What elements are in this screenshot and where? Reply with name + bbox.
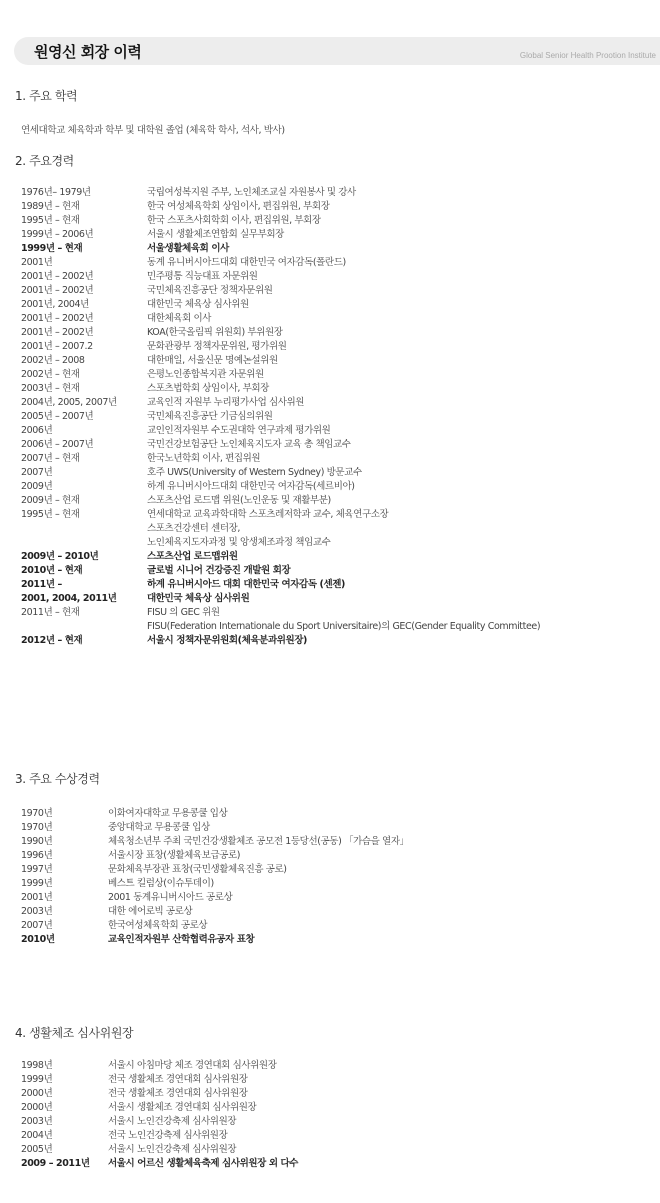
awards-desc: 문화체육부장관 표창(국민생활체육진흥 공로) — [108, 864, 287, 875]
awards-desc: 교육인적자원부 산학협력유공자 표창 — [108, 934, 255, 945]
judge-list — [21, 1059, 298, 1171]
career-date: 2001년 — [21, 257, 53, 268]
career-row — [21, 396, 540, 410]
career-date: 1999년 – 2006년 — [21, 229, 94, 240]
career-desc: 교육인적 자원부 누리평가사업 심사위원 — [147, 397, 305, 408]
career-desc: 스포츠산업 로드맵 위원(노인운동 및 재활부분) — [147, 495, 331, 506]
career-row — [21, 368, 540, 382]
judge-row — [21, 1087, 298, 1101]
career-row — [21, 508, 540, 522]
awards-row — [21, 849, 409, 863]
judge-row — [21, 1059, 298, 1073]
page-header — [14, 37, 660, 65]
awards-row — [21, 835, 409, 849]
career-row — [21, 256, 540, 270]
career-date: 2001년 – 2002년 — [21, 285, 94, 296]
career-desc: 스포츠건강센터 센터장, — [147, 523, 241, 534]
awards-date: 2003년 — [21, 906, 53, 917]
career-date: 2007년 – 현재 — [21, 453, 80, 464]
career-date: 1995년 – 현재 — [21, 215, 80, 226]
career-row — [21, 270, 540, 284]
career-desc: 서울시 정책자문위원회(체육분과위원장) — [147, 635, 308, 646]
career-date: 2007년 — [21, 467, 53, 478]
awards-desc: 서울시장 표창(생활체육보급공로) — [108, 850, 241, 861]
judge-desc: 서울시 노인건강축제 심사위원장 — [108, 1116, 237, 1127]
career-desc: 하계 유니버시아드대회 대한민국 여자감독(세르비아) — [147, 481, 355, 492]
awards-desc: 이화여자대학교 무용콩쿨 입상 — [108, 808, 228, 819]
judge-date: 2004년 — [21, 1130, 53, 1141]
career-row — [21, 522, 540, 536]
judge-row — [21, 1115, 298, 1129]
career-desc: 서울생활체육회 이사 — [147, 243, 229, 254]
career-desc: 호주 UWS(University of Western Sydney) 방문교수 — [147, 467, 362, 478]
career-row — [21, 284, 540, 298]
career-list — [21, 186, 540, 648]
awards-desc: 대한 에어로빅 공로상 — [108, 906, 193, 917]
career-row — [21, 228, 540, 242]
career-date: 2011년 – 현재 — [21, 607, 80, 618]
career-desc: 하계 유니버시아드 대회 대한민국 여자감독 (센젠) — [147, 579, 345, 590]
judge-row — [21, 1143, 298, 1157]
judge-desc: 서울시 어르신 생활체육축제 심사위원장 외 다수 — [108, 1158, 299, 1169]
career-row — [21, 564, 540, 578]
career-desc: KOA(한국올림픽 위원회) 부위원장 — [147, 327, 283, 338]
awards-date: 2010년 — [21, 934, 55, 945]
career-date: 2005년 – 2007년 — [21, 411, 94, 422]
judge-desc: 서울시 생활체조 경연대회 심사위원장 — [108, 1102, 257, 1113]
awards-row — [21, 905, 409, 919]
section-heading-awards: 3. 주요 수상경력 — [15, 772, 100, 786]
career-date: 2001, 2004, 2011년 — [21, 593, 117, 604]
awards-desc: 2001 동계유니버시아드 공로상 — [108, 892, 233, 903]
judge-date: 2005년 — [21, 1144, 53, 1155]
career-desc: 국민체육진흥공단 정책자문위원 — [147, 285, 273, 296]
section-heading-judge: 4. 생활체조 심사위원장 — [15, 1026, 134, 1040]
awards-date: 1997년 — [21, 864, 53, 875]
career-date: 1999년 – 현재 — [21, 243, 83, 254]
career-row — [21, 242, 540, 256]
judge-desc: 전국 생활체조 경연대회 심사위원장 — [108, 1074, 248, 1085]
judge-date: 1999년 — [21, 1074, 53, 1085]
career-row — [21, 606, 540, 620]
judge-date: 2009 – 2011년 — [21, 1158, 90, 1169]
career-desc: 글로벌 시니어 건강증진 개발원 회장 — [147, 565, 291, 576]
career-row — [21, 452, 540, 466]
career-row — [21, 326, 540, 340]
career-date: 2010년 – 현재 — [21, 565, 83, 576]
career-row — [21, 466, 540, 480]
career-desc: 교인인적자원부 수도권대학 연구과제 평가위원 — [147, 425, 331, 436]
section-heading-career: 2. 주요경력 — [15, 154, 74, 168]
awards-row — [21, 877, 409, 891]
career-desc: 국민체육진흥공단 기금심의위원 — [147, 411, 273, 422]
judge-row — [21, 1101, 298, 1115]
awards-row — [21, 919, 409, 933]
career-desc: FISU(Federation Internationale du Sport Universitaire)의 GEC(Gender Equality Committee) — [147, 621, 541, 632]
awards-date: 2007년 — [21, 920, 53, 931]
career-desc: 국립여성복지원 주부, 노인체조교실 자원봉사 및 강사 — [147, 187, 356, 198]
awards-row — [21, 863, 409, 877]
career-date: 2001년 – 2007.2 — [21, 341, 93, 352]
judge-date: 2000년 — [21, 1088, 53, 1099]
career-row — [21, 410, 540, 424]
career-desc: 노인체육지도자과정 및 앙생체조과정 책임교수 — [147, 537, 331, 548]
career-row — [21, 312, 540, 326]
career-date: 2001년, 2004년 — [21, 299, 89, 310]
career-date: 2011년 – — [21, 579, 62, 590]
awards-date: 1999년 — [21, 878, 53, 889]
career-row — [21, 592, 540, 606]
career-date: 2012년 – 현재 — [21, 635, 83, 646]
career-desc: 대한체육회 이사 — [147, 313, 212, 324]
judge-date: 2000년 — [21, 1102, 53, 1113]
career-date: 2003년 – 현재 — [21, 383, 80, 394]
career-row — [21, 620, 540, 634]
career-row — [21, 186, 540, 200]
career-date: 2001년 – 2002년 — [21, 313, 94, 324]
career-date — [21, 536, 147, 550]
judge-desc: 서울시 노인건강축제 심사위원장 — [108, 1144, 237, 1155]
education-text: 연세대학교 체육학과 학부 및 대학원 졸업 (체육학 학사, 석사, 박사) — [21, 125, 285, 136]
institute-name: Global Senior Health Prootion Institute — [519, 51, 656, 60]
judge-desc: 서울시 아침마당 체조 경연대회 심사위원장 — [108, 1060, 277, 1071]
career-desc: 서울시 생활체조연합회 실무부회장 — [147, 229, 284, 240]
career-date: 1995년 – 현재 — [21, 509, 80, 520]
awards-desc: 중앙대학교 무용콩쿨 입상 — [108, 822, 210, 833]
career-desc: 대한민국 체육상 심사위원 — [147, 299, 249, 310]
career-date: 2002년 – 현재 — [21, 369, 80, 380]
page-title: 원영신 회장 이력 — [34, 43, 142, 61]
career-desc: 스포츠법학회 상임이사, 부회장 — [147, 383, 269, 394]
career-row — [21, 214, 540, 228]
career-row — [21, 494, 540, 508]
career-desc: 국민건강보험공단 노인체육지도자 교육 총 책임교수 — [147, 439, 351, 450]
career-row — [21, 480, 540, 494]
career-row — [21, 578, 540, 592]
career-desc: 연세대학교 교육과학대학 스포츠레저학과 교수, 체육연구소장 — [147, 509, 389, 520]
awards-date: 1990년 — [21, 836, 53, 847]
career-row — [21, 382, 540, 396]
career-desc: 은평노인종합복지관 자문위원 — [147, 369, 264, 380]
career-date: 2001년 – 2002년 — [21, 327, 94, 338]
judge-row — [21, 1129, 298, 1143]
career-desc: 동계 유니버시아드대회 대한민국 여자감독(폴란드) — [147, 257, 346, 268]
career-date: 2009년 – 현재 — [21, 495, 80, 506]
career-row — [21, 298, 540, 312]
career-date: 2009년 – 2010년 — [21, 551, 99, 562]
awards-row — [21, 821, 409, 835]
career-date: 2009년 — [21, 481, 53, 492]
awards-desc: 베스트 킬럼상(이슈투데이) — [108, 878, 214, 889]
judge-row — [21, 1073, 298, 1087]
career-desc: 스포츠산업 로드맵위원 — [147, 551, 238, 562]
awards-date: 2001년 — [21, 892, 53, 903]
section-heading-education: 1. 주요 학력 — [15, 89, 78, 103]
career-row — [21, 354, 540, 368]
career-date: 2001년 – 2002년 — [21, 271, 94, 282]
career-row — [21, 536, 540, 550]
career-desc: 문화관광부 정책자문위원, 평가위원 — [147, 341, 287, 352]
career-row — [21, 550, 540, 564]
career-desc: 한국노년학회 이사, 편집위원 — [147, 453, 261, 464]
awards-desc: 체육청소년부 주최 국민건강생활체조 공모전 1등당선(공동) 「가슴을 열자」 — [108, 836, 409, 847]
career-desc: 대한민국 체육상 심사위원 — [147, 593, 250, 604]
awards-row — [21, 807, 409, 821]
career-row — [21, 438, 540, 452]
career-row — [21, 200, 540, 214]
career-row — [21, 634, 540, 648]
career-date — [21, 620, 147, 634]
career-date: 2006년 – 2007년 — [21, 439, 94, 450]
career-desc: 대한매일, 서울신문 명예논설위원 — [147, 355, 278, 366]
career-date: 2006년 — [21, 425, 53, 436]
career-date — [21, 522, 147, 536]
awards-date: 1970년 — [21, 808, 53, 819]
awards-desc: 한국여성체육학회 공로상 — [108, 920, 208, 931]
career-date: 1976년– 1979년 — [21, 187, 91, 198]
awards-row — [21, 891, 409, 905]
judge-row — [21, 1157, 298, 1171]
career-desc: FISU 의 GEC 위원 — [147, 607, 220, 618]
awards-list — [21, 807, 409, 947]
judge-desc: 전국 노인건강축제 심사위원장 — [108, 1130, 228, 1141]
career-row — [21, 340, 540, 354]
career-row — [21, 424, 540, 438]
career-desc: 한국 스포츠사회학회 이사, 편집위원, 부회장 — [147, 215, 321, 226]
judge-date: 2003년 — [21, 1116, 53, 1127]
career-date: 1989년 – 현재 — [21, 201, 80, 212]
career-desc: 한국 여성체육학회 상임이사, 편집위원, 부회장 — [147, 201, 330, 212]
judge-date: 1998년 — [21, 1060, 53, 1071]
career-date: 2004년, 2005, 2007년 — [21, 397, 117, 408]
awards-date: 1996년 — [21, 850, 53, 861]
awards-date: 1970년 — [21, 822, 53, 833]
judge-desc: 전국 생활체조 경연대회 심사위원장 — [108, 1088, 248, 1099]
career-date: 2002년 – 2008 — [21, 355, 85, 366]
career-desc: 민주평통 직능대표 자문위원 — [147, 271, 258, 282]
awards-row — [21, 933, 409, 947]
